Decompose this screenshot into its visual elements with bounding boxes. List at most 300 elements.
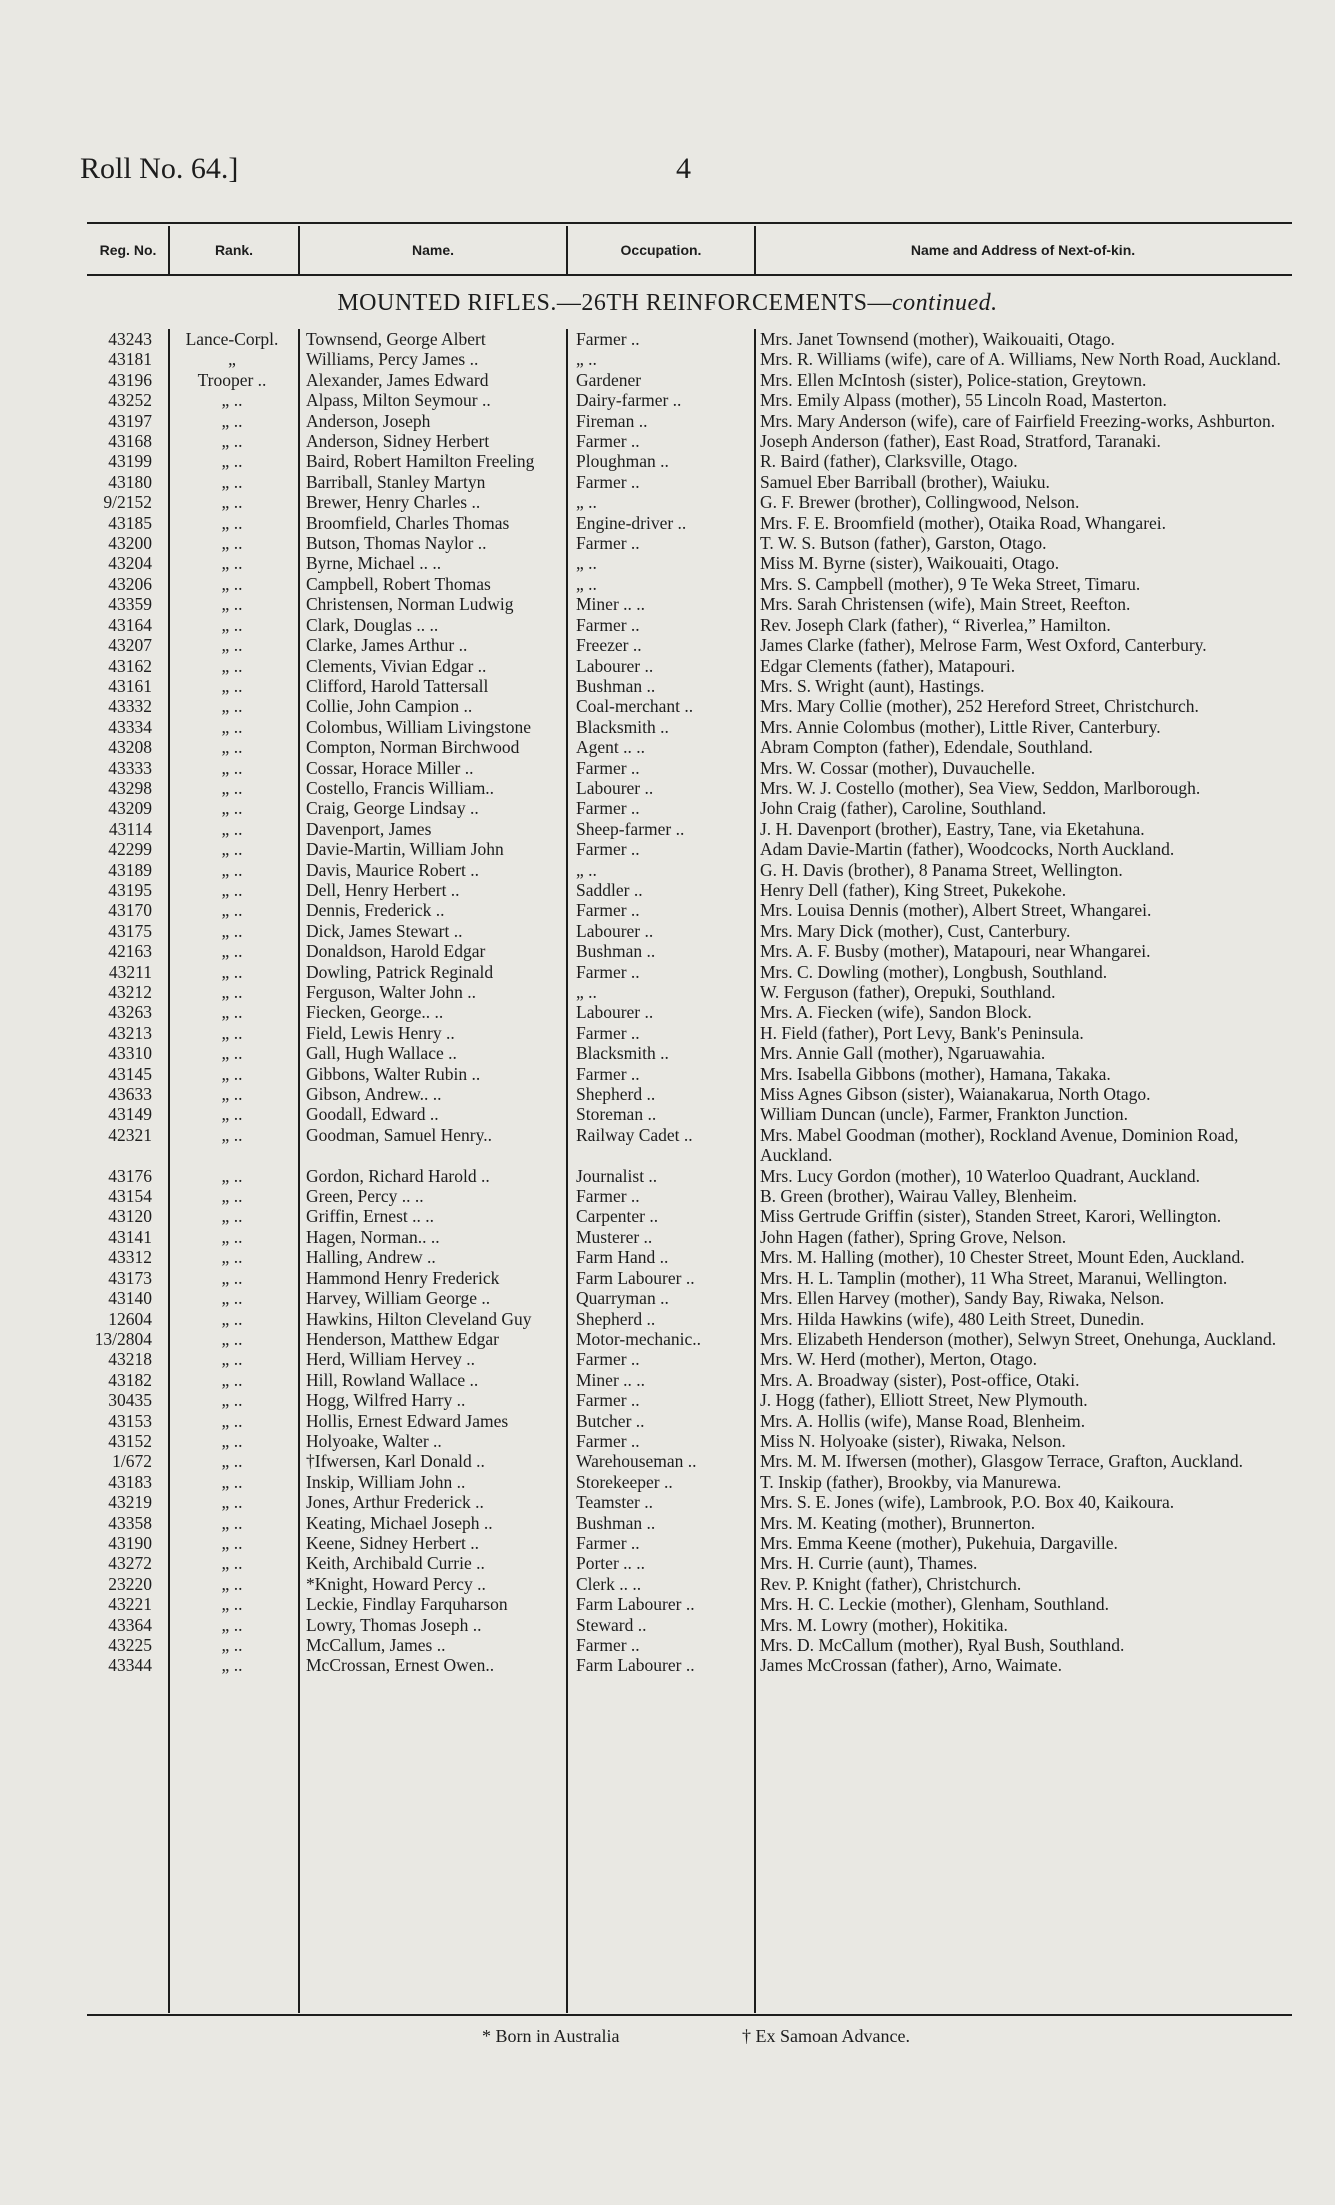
reg-number: 1/672 [112,1451,152,1472]
soldier-name: Hagen, Norman.. .. [306,1226,440,1247]
table-row [0,880,1335,900]
soldier-name: Goodall, Edward .. [306,1104,439,1125]
soldier-name: Compton, Norman Birchwood [306,737,520,758]
next-of-kin: Mrs. R. Williams (wife), care of A. Williams, New North Road, Auckland. [760,349,1281,370]
rank: „ .. [221,879,243,900]
soldier-name: Brewer, Henry Charles .. [306,492,481,513]
next-of-kin: Mrs. Sarah Christensen (wife), Main Street, Reefton. [760,594,1131,615]
next-of-kin: Mrs. Mary Anderson (wife), care of Fairfield Freezing-works, Ashburton. [760,410,1276,431]
reg-number: 43149 [108,1104,152,1125]
rank: „ .. [221,1492,243,1513]
next-of-kin: James Clarke (father), Melrose Farm, West Oxford, Canterbury. [760,635,1207,656]
reg-number: 43145 [108,1063,152,1084]
rank: „ .. [221,1043,243,1064]
occupation: Farm Labourer .. [576,1594,695,1615]
rank: „ .. [221,1451,243,1472]
soldier-name: Keating, Michael Joseph .. [306,1512,493,1533]
next-of-kin: J. H. Davenport (brother), Eastry, Tane, via Eketahuna. [760,818,1145,839]
table-row [0,1635,1335,1655]
rank: „ .. [221,492,243,513]
next-of-kin: Mrs. D. McCallum (mother), Ryal Bush, Southland. [760,1635,1125,1655]
rank: „ .. [221,1002,243,1023]
soldier-name: Dell, Henry Herbert .. [306,879,460,900]
section-title: MOUNTED RIFLES.—26TH REINFORCEMENTS—continued. [337,290,998,316]
table-row [0,737,1335,757]
page-number: 4 [676,152,691,185]
table-row [0,1064,1335,1084]
reg-number: 43344 [108,1655,152,1676]
occupation: Musterer .. [576,1226,653,1247]
table-bottom-rule [87,2014,1292,2016]
table-row [0,1043,1335,1063]
next-of-kin: Mrs. A. Fiecken (wife), Sandon Block. [760,1002,1032,1023]
reg-number: 43154 [108,1186,152,1207]
rank: „ .. [221,410,243,431]
rank: „ .. [221,961,243,982]
reg-number: 43272 [108,1553,152,1574]
rank: „ .. [221,1512,243,1533]
next-of-kin: Mrs. M. Halling (mother), 10 Chester Street, Mount Eden, Auckland. [760,1247,1245,1268]
occupation: Farmer .. [576,757,640,778]
rank: „ .. [221,1430,243,1451]
table-row [0,1186,1335,1206]
soldier-name: Green, Percy .. .. [306,1186,424,1207]
next-of-kin: Mrs. A. F. Busby (mother), Matapouri, near Whangarei. [760,941,1151,962]
next-of-kin: Mrs. Lucy Gordon (mother), 10 Waterloo Quadrant, Auckland. [760,1165,1201,1186]
next-of-kin: Mrs. W. Herd (mother), Merton, Otago. [760,1349,1038,1370]
soldier-name: Donaldson, Harold Edgar [306,941,486,962]
reg-number: 43190 [108,1532,152,1553]
occupation: Farm Labourer .. [576,1267,695,1288]
rank: „ .. [221,1247,243,1268]
reg-number: 43182 [108,1369,152,1390]
rank: „ .. [221,737,243,758]
next-of-kin: Mrs. Elizabeth Henderson (mother), Selwyn Street, Onehunga, Auckland. [760,1328,1277,1349]
rank: „ .. [221,1022,243,1043]
rank: „ .. [221,1063,243,1084]
next-of-kin: William Duncan (uncle), Farmer, Frankton Junction. [760,1104,1128,1125]
reg-number: 43185 [108,512,152,533]
table-row [0,329,1335,349]
next-of-kin: Mrs. W. Cossar (mother), Duvauchelle. [760,757,1036,778]
next-of-kin: Mrs. Emily Alpass (mother), 55 Lincoln Road, Masterton. [760,390,1167,411]
occupation: Miner .. .. [576,594,646,615]
reg-number: 43180 [108,471,152,492]
soldier-name: Dick, James Stewart .. [306,920,463,941]
next-of-kin: Mrs. Mary Dick (mother), Cust, Canterbury. [760,920,1071,941]
occupation: Engine-driver .. [576,512,687,533]
table-row [0,1533,1335,1553]
next-of-kin: Mrs. Annie Colombus (mother), Little River, Canterbury. [760,716,1161,737]
soldier-name: Davis, Maurice Robert .. [306,859,480,880]
rank: „ .. [221,390,243,411]
soldier-name: †Ifwersen, Karl Donald .. [306,1451,485,1472]
rank: „ .. [221,1410,243,1431]
occupation: Dairy-farmer .. [576,390,682,411]
reg-number: 43200 [108,533,152,554]
soldier-name: Gall, Hugh Wallace .. [306,1043,457,1064]
table-row [0,553,1335,573]
table-row [0,941,1335,961]
occupation: Blacksmith .. [576,1043,669,1064]
next-of-kin: Mrs. Isabella Gibbons (mother), Hamana, Takaka. [760,1063,1111,1084]
occupation: Railway Cadet .. [576,1124,693,1145]
occupation: Bushman .. [576,1512,656,1533]
table-row [0,1104,1335,1124]
occupation: Butcher .. [576,1410,645,1431]
next-of-kin: Mrs. M. M. Ifwersen (mother), Glasgow Terrace, Grafton, Auckland. [760,1451,1243,1472]
next-of-kin: Rev. P. Knight (father), Christchurch. [760,1573,1022,1594]
reg-number: 43197 [108,410,152,431]
next-of-kin: Mrs. H. Currie (aunt), Thames. [760,1553,978,1574]
reg-number: 43334 [108,716,152,737]
table-row [0,1615,1335,1635]
reg-number: 43208 [108,737,152,758]
soldier-name: Gordon, Richard Harold .. [306,1165,490,1186]
table-row [0,1247,1335,1267]
table-row [0,1513,1335,1533]
soldier-name: Henderson, Matthew Edgar [306,1328,499,1349]
occupation: Farmer .. [576,900,640,921]
soldier-name: Costello, Francis William.. [306,777,495,798]
occupation: Farmer .. [576,798,640,819]
table-row [0,431,1335,451]
next-of-kin: Mrs. Ellen McIntosh (sister), Police-station, Greytown. [760,369,1147,390]
table-row [0,1206,1335,1226]
table-row [0,921,1335,941]
next-of-kin: Mrs. F. E. Broomfield (mother), Otaika Road, Whangarei. [760,512,1167,533]
next-of-kin: H. Field (father), Port Levy, Bank's Peninsula. [760,1022,1084,1043]
next-of-kin: Mrs. Mary Collie (mother), 252 Hereford Street, Christchurch. [760,696,1199,717]
occupation: Farmer .. [576,614,640,635]
rank: „ .. [221,1186,243,1207]
table-row [0,411,1335,431]
next-of-kin: Miss N. Holyoake (sister), Riwaka, Nelson. [760,1430,1066,1451]
reg-number: 43633 [108,1084,152,1105]
next-of-kin: Mrs. W. J. Costello (mother), Sea View, Seddon, Marlborough. [760,777,1201,798]
table-row [0,513,1335,533]
table-row [0,635,1335,655]
footnote-born-australia: * Born in Australia [482,2026,620,2046]
soldier-name: Davenport, James [306,818,432,839]
next-of-kin: Mrs. H. L. Tamplin (mother), 11 Wha Street, Maranui, Wellington. [760,1267,1228,1288]
soldier-name: Inskip, William John .. [306,1471,466,1492]
reg-number: 43207 [108,635,152,656]
table-row [0,615,1335,635]
table-row [0,819,1335,839]
reg-number: 42299 [108,839,152,860]
reg-number: 43298 [108,777,152,798]
rank: „ .. [221,614,243,635]
reg-number: 43195 [108,879,152,900]
soldier-name: Anderson, Sidney Herbert [306,431,490,452]
occupation: Farm Labourer .. [576,1655,695,1676]
rank: „ .. [221,1308,243,1329]
next-of-kin: John Craig (father), Caroline, Southland. [760,798,1047,819]
rank: „ .. [221,1288,243,1309]
soldier-name: Hollis, Ernest Edward James [306,1410,509,1431]
occupation: „ .. [576,573,597,594]
reg-number: 43206 [108,573,152,594]
occupation: Labourer .. [576,920,654,941]
soldier-name: Fiecken, George.. .. [306,1002,444,1023]
table-row [0,1390,1335,1410]
soldier-name: Dennis, Frederick .. [306,900,445,921]
table-row [0,574,1335,594]
col-header-reg-no: Reg. No. [99,242,157,258]
next-of-kin: G. H. Davis (brother), 8 Panama Street, Wellington. [760,859,1123,880]
table-row [0,1268,1335,1288]
table-row [0,962,1335,982]
rank: „ .. [221,798,243,819]
rank: „ .. [221,1655,243,1676]
rank: „ .. [221,941,243,962]
occupation: „ .. [576,982,597,1002]
table-row [0,492,1335,512]
soldier-name: Dowling, Patrick Reginald [306,961,494,982]
rank: „ .. [221,655,243,676]
table-row [0,1492,1335,1512]
reg-number: 13/2804 [94,1328,152,1349]
table-row [0,1227,1335,1247]
table-row [0,778,1335,798]
next-of-kin: Henry Dell (father), King Street, Pukekohe. [760,879,1067,900]
next-of-kin: Mrs. H. C. Leckie (mother), Glenham, Southland. [760,1594,1109,1615]
reg-number: 43161 [108,675,152,696]
reg-number: 43189 [108,859,152,880]
next-of-kin: Mrs. Emma Keene (mother), Pukehuia, Dargaville. [760,1532,1118,1553]
soldier-name: Davie-Martin, William John [306,839,504,860]
soldier-name: Cossar, Horace Miller .. [306,757,474,778]
soldier-name: Alpass, Milton Seymour .. [306,390,491,411]
reg-number: 9/2152 [103,492,152,513]
rank: „ .. [221,696,243,717]
soldier-name: Craig, George Lindsay .. [306,798,479,819]
soldier-name: Field, Lewis Henry .. [306,1022,455,1043]
occupation: Labourer .. [576,655,654,676]
table-row [0,1329,1335,1349]
occupation: Labourer .. [576,777,654,798]
reg-number: 43332 [108,696,152,717]
soldier-name: McCallum, James .. [306,1635,446,1655]
next-of-kin: Mrs. Ellen Harvey (mother), Sandy Bay, Riwaka, Nelson. [760,1288,1165,1309]
reg-number: 43218 [108,1349,152,1370]
rank: „ .. [221,1390,243,1411]
next-of-kin: J. Hogg (father), Elliott Street, New Plymouth. [760,1390,1088,1411]
occupation: Farmer .. [576,533,640,554]
rank: „ .. [221,451,243,472]
header-bottom-rule [87,274,1292,276]
rank: „ .. [221,920,243,941]
occupation: Agent .. .. [576,737,646,758]
next-of-kin: T. W. S. Butson (father), Garston, Otago. [760,533,1047,554]
rank: „ .. [221,1635,243,1655]
rank: „ .. [221,573,243,594]
next-of-kin: Mrs. Hilda Hawkins (wife), 480 Leith Street, Dunedin. [760,1308,1145,1329]
soldier-name: Holyoake, Walter .. [306,1430,442,1451]
col-header-next-of-kin: Name and Address of Next-of-kin. [910,242,1136,258]
rank: „ .. [221,757,243,778]
table-row [0,1594,1335,1614]
soldier-name: Halling, Andrew .. [306,1247,436,1268]
soldier-name: Clark, Douglas .. .. [306,614,439,635]
occupation: „ .. [576,553,597,574]
next-of-kin: Mrs. A. Broadway (sister), Post-office, Otaki. [760,1369,1080,1390]
soldier-name: Clarke, James Arthur .. [306,635,468,656]
next-of-kin: Mrs. C. Dowling (mother), Longbush, Southland. [760,961,1108,982]
rank: „ .. [221,982,243,1002]
soldier-name: Herd, William Hervey .. [306,1349,476,1370]
table-row [0,1023,1335,1043]
table-row [0,533,1335,553]
soldier-name: Hammond Henry Frederick [306,1267,500,1288]
occupation: Farmer .. [576,329,640,349]
reg-number: 43175 [108,920,152,941]
rank: „ .. [221,1206,243,1227]
table-row [0,839,1335,859]
reg-number: 42321 [108,1124,152,1145]
occupation: Motor-mechanic.. [576,1328,702,1349]
soldier-name: Townsend, George Albert [306,329,486,349]
table-row [0,1370,1335,1390]
soldier-name: Lowry, Thomas Joseph .. [306,1614,482,1635]
rank: Lance-Corpl. [185,329,279,349]
occupation: Farmer .. [576,471,640,492]
occupation: Steward .. [576,1614,647,1635]
reg-number: 43196 [108,369,152,390]
table-row [0,1288,1335,1308]
occupation: Freezer .. [576,635,642,656]
reg-number: 43170 [108,900,152,921]
rank: „ .. [221,533,243,554]
next-of-kin: Mrs. S. E. Jones (wife), Lambrook, P.O. Box 40, Kaikoura. [760,1492,1175,1513]
next-of-kin: R. Baird (father), Clarksville, Otago. [760,451,1018,472]
table-row [0,1349,1335,1369]
soldier-name: Clements, Vivian Edgar .. [306,655,487,676]
soldier-name: Campbell, Robert Thomas [306,573,491,594]
table-row [0,1472,1335,1492]
soldier-name: Keith, Archibald Currie .. [306,1553,485,1574]
reg-number: 43221 [108,1594,152,1615]
occupation: „ .. [576,349,597,370]
table-row [0,676,1335,696]
reg-number: 43152 [108,1430,152,1451]
next-of-kin: Samuel Eber Barriball (brother), Waiuku. [760,471,1050,492]
next-of-kin: Adam Davie-Martin (father), Woodcocks, North Auckland. [760,839,1175,860]
table-row [0,1084,1335,1104]
occupation: Farmer .. [576,1063,640,1084]
rank: „ .. [221,1165,243,1186]
occupation: Quarryman .. [576,1288,669,1309]
soldier-name: Broomfield, Charles Thomas [306,512,510,533]
reg-number: 43176 [108,1165,152,1186]
table-row [0,1166,1335,1186]
next-of-kin: John Hagen (father), Spring Grove, Nelson. [760,1226,1067,1247]
reg-number: 43204 [108,553,152,574]
reg-number: 43359 [108,594,152,615]
table-row [0,758,1335,778]
soldier-name: Griffin, Ernest .. .. [306,1206,434,1227]
rank: „ .. [221,839,243,860]
rank: „ .. [221,777,243,798]
next-of-kin: Mrs. S. Wright (aunt), Hastings. [760,675,985,696]
table-row [0,1411,1335,1431]
reg-number: 43219 [108,1492,152,1513]
col-header-rank: Rank. [214,242,254,258]
table-row [0,472,1335,492]
rank: „ .. [221,1594,243,1615]
rank: „ [228,349,236,370]
soldier-name: Harvey, William George .. [306,1288,491,1309]
reg-number: 43263 [108,1002,152,1023]
soldier-name: Baird, Robert Hamilton Freeling [306,451,535,472]
reg-number: 23220 [108,1573,152,1594]
next-of-kin: Mrs. Annie Gall (mother), Ngaruawahia. [760,1043,1046,1064]
rank: „ .. [221,1532,243,1553]
reg-number: 43243 [108,329,152,349]
occupation: Farmer .. [576,961,640,982]
occupation: Farmer .. [576,1186,640,1207]
soldier-name: Christensen, Norman Ludwig [306,594,514,615]
next-of-kin: Rev. Joseph Clark (father), “ Riverlea,” Hamilton. [760,614,1111,635]
reg-number: 43213 [108,1022,152,1043]
occupation: Labourer .. [576,1002,654,1023]
occupation: Farmer .. [576,431,640,452]
occupation: Bushman .. [576,941,656,962]
soldier-name: Gibbons, Walter Rubin .. [306,1063,481,1084]
roll-title: Roll No. 64.] [80,152,239,185]
occupation: Ploughman .. [576,451,669,472]
reg-number: 43199 [108,451,152,472]
occupation: Warehouseman .. [576,1451,697,1472]
next-of-kin: W. Ferguson (father), Orepuki, Southland. [760,982,1056,1002]
rank: „ .. [221,1267,243,1288]
rank: „ .. [221,594,243,615]
reg-number: 43212 [108,982,152,1002]
reg-number: 43183 [108,1471,152,1492]
soldier-name: Keene, Sidney Herbert .. [306,1532,479,1553]
table-row [0,1002,1335,1022]
soldier-name: Clifford, Harold Tattersall [306,675,489,696]
rank: „ .. [221,859,243,880]
table-row [0,798,1335,818]
soldier-name: Leckie, Findlay Farquharson [306,1594,508,1615]
occupation: Farmer .. [576,1390,640,1411]
rank: „ .. [221,900,243,921]
soldier-name: Williams, Percy James .. [306,349,479,370]
next-of-kin: Miss M. Byrne (sister), Waikouaiti, Otago. [760,553,1060,574]
soldier-name: Collie, John Campion .. [306,696,473,717]
reg-number: 43173 [108,1267,152,1288]
soldier-name: Gibson, Andrew.. .. [306,1084,442,1105]
rank: „ .. [221,553,243,574]
rank: „ .. [221,818,243,839]
table-row [0,1309,1335,1329]
occupation: Teamster .. [576,1492,654,1513]
occupation: Bushman .. [576,675,656,696]
reg-number: 43120 [108,1206,152,1227]
table-row [0,1574,1335,1594]
reg-number: 43164 [108,614,152,635]
next-of-kin: Abram Compton (father), Edendale, Southland. [760,737,1093,758]
occupation: Carpenter .. [576,1206,659,1227]
table-row [0,451,1335,471]
occupation: Miner .. .. [576,1369,646,1390]
rank: „ .. [221,635,243,656]
table-row [0,1655,1335,1675]
next-of-kin: Edgar Clements (father), Matapouri. [760,655,1016,676]
rank: „ .. [221,512,243,533]
